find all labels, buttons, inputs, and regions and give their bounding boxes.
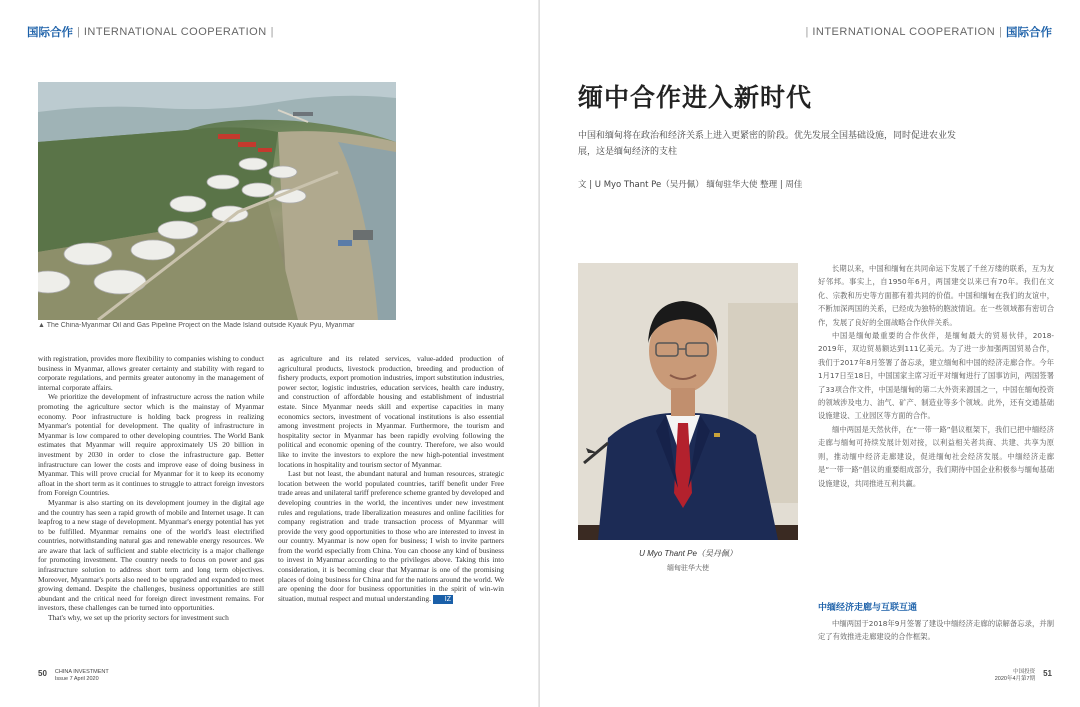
ambassador-portrait [578,263,798,540]
paragraph: with registration, provides more flexibility to companies wishing to conduct business in Myanmar, allows greater certainty and stability with regard to corporate regulations, and permits greater autonomy in the management of internal corporate affairs. [38,354,264,392]
article-title: 缅中合作进入新时代 [578,83,813,112]
separator: | [805,26,809,38]
portrait-name: U Myo Thant Pe（吴丹佩） [639,549,737,558]
section-header-en: INTERNATIONAL COOPERATION [812,26,996,38]
chinese-body-column [818,262,1054,490]
portrait-caption [578,548,798,573]
paragraph: 缅中两国是天然伙伴，在“一带一路”倡议框架下，我们已把中缅经济走廊与缅甸可持续发展计划对接，以利益相关者共商、共建、共享为原则，推动缅中经济走廊建设，促进缅甸社会经济发展。中缅经济走廊是“一带一路”倡议的重要组成部分，我们期待中国企业积极参与缅甸基础设施建设，共同推进互利共赢。 [818,424,1054,488]
portrait-role: 缅甸驻华大使 [667,565,709,572]
body-column-2 [278,354,504,604]
separator: | [270,26,274,38]
paragraph: as agriculture and its related services, value-added production of agricultural products, livestock production, breeding and production of fishery products, export promotion industries, import substitution industries, power sector, logistic industries, education services, health care industry, and construction of affordable housing and establishment of industrial estate. Since Myanmar needs skill and expertise capacities in many economics sectors, investment of vocational institutions is also essential among investment projects in Myanmar. Furthermore, the tourism and hospitality sector in Myanmar has been rapidly evolving following the political and economic opening of the country. Therefore, we also would like to invite the investors to explore the new high-potential investment locations in hospitality and tourism sector of Myanmar. [278,354,504,469]
separator: | [999,26,1002,38]
separator: | [77,26,80,38]
body-column-1 [38,354,264,623]
paragraph: Myanmar is also starting on its development journey in the digital age and the country has seen a rapid growth of mobile and Internet usage. It can leapfrog to a new stage of development. Myanmar's energy potential has yet to be fulfilled. Myanmar remains one of the world's least electrified countries, notwithstanding natural gas and renewable energy resources. We are aware that lack of sufficient and stable electricity is a major challenge for promoting investment. The country needs to focus on power and gas infrastructure solution to address short term and long term objectives. Moreover, Myanmar's ports also need to be upgraded and expanded to meet growing demand. Despite the challenges, business opportunities are still abundant and the critical need for foreign direct investment remains. For investors, these challenges can be turned into opportunities. [38,497,264,613]
end-mark: IZ [433,595,453,604]
magazine-name: CHINA INVESTMENT [54,669,109,675]
paragraph [278,469,504,604]
section-header-en: INTERNATIONAL COOPERATION [83,26,267,38]
section-header-cn: 国际合作 [27,27,73,39]
issue-info: 2020年4月第7期 [994,675,1036,682]
magazine-name: 中国投资 [1013,669,1036,675]
section-header [801,24,1052,40]
footer-left [38,669,109,682]
photo-caption: ▲ The China-Myanmar Oil and Gas Pipeline Project on the Made Island outside Kyauk Pyu, Myanmar [38,322,355,329]
paragraph: That's why, we set up the priority sectors for investment such [48,613,229,623]
paragraph: 中缅两国于2018年9月签署了建设中缅经济走廊的谅解备忘录，并制定了有效推进走廊建设的合作框架。 [818,619,1054,642]
oil-gas-port-photo [38,82,396,320]
magazine-info [55,669,109,682]
paragraph: We prioritize the development of infrastructure across the nation while promoting the agriculture sector which is the mainstay of Myanmar economy. Poor infrastructure is holding back progress in realizing Myanmar's potential for development. The quality of infrastructure in Myanmar is low compared to other developing countries. The World Bank estimates that Myanmar will require approximately US 20 billion in investment by 2030 in order to close the infrastructure gap. Better infrastructure can lower the costs and improve ease of doing business in Myanmar. This will prove crucial for Myanmar for it to keep its economy afloat in the short term as it continues to struggle to attract foreign investors from Foreign Countries. [38,392,264,498]
issue-info: Issue 7 April 2020 [54,675,99,682]
section-subheading: 中缅经济走廊与互联互通 [818,603,918,613]
paragraph: 中国是缅甸最重要的合作伙伴，是缅甸最大的贸易伙伴，2018-2019年，双边贸易额达到111亿美元。为了进一步加强两国贸易合作，我们于2017年8月签署了备忘录，建立缅甸和中国的经济走廊合作。今年1月17日至18日，中国国家主席习近平对缅甸进行了国事访问，两国签署了33项合作文件，中国是缅甸的第二大外资来源国之一，中国在缅甸投资的领域涉及电力、油气、矿产、制造业等多个领域。此外，还有交通基础设施建设、工业园区等方面的合作。 [818,331,1054,421]
section-header [27,24,278,40]
article-byline: 文 | U Myo Thant Pe（吴丹佩） 缅甸驻华大使 整理 | 周佳 [578,180,803,190]
chinese-body-column-2 [818,617,1054,644]
section-header-cn: 国际合作 [1006,27,1052,39]
footer-right [995,669,1052,682]
magazine-info [995,669,1035,682]
paragraph-text: Last but not least, the abundant natural and human resources, strategic location between the world populated countries, tariff benefit under Free trade areas and unilateral tariff preference scheme granted by developed and developing countries in the world, the incentives under new investment rules and regulations, trade liberalization measures and online facilities for company registration and trade transaction process of Myanmar will provide the very good opportunities to those who are interested to invest in our country. Myanmar is now open for business; I wish to invite partners from the world especially from China. You can choose any kind of business to invest in Myanmar according to the privileges above. Taking this into consideration, it is becoming clear that Myanmar is one of the promising places of doing business for China and for the nations around the world. We are opening the door for business opportunities in the spirit of win-win situation, mutual respect and mutual understanding. [278,469,504,603]
paragraph: 长期以来，中国和缅甸在共同命运下发展了千丝万缕的联系，互为友好邻邦。事实上，自1950年6月，两国建交以来已有70年。我们在文化、宗教和历史等方面都有着共同的价值。中国和缅甸在我们的友谊中，不断加深两国的关系，已经成为独特的胞波情谊。在一些领域都有密切合作，发展了良好的全面战略合作伙伴关系。 [818,264,1054,327]
page-number: 50 [38,669,47,678]
page-number: 51 [1043,669,1052,678]
article-subtitle: 中国和缅甸将在政治和经济关系上进入更紧密的阶段。优先发展全国基础设施，同时促进农业发展，这是缅甸经济的支柱 [578,131,957,157]
